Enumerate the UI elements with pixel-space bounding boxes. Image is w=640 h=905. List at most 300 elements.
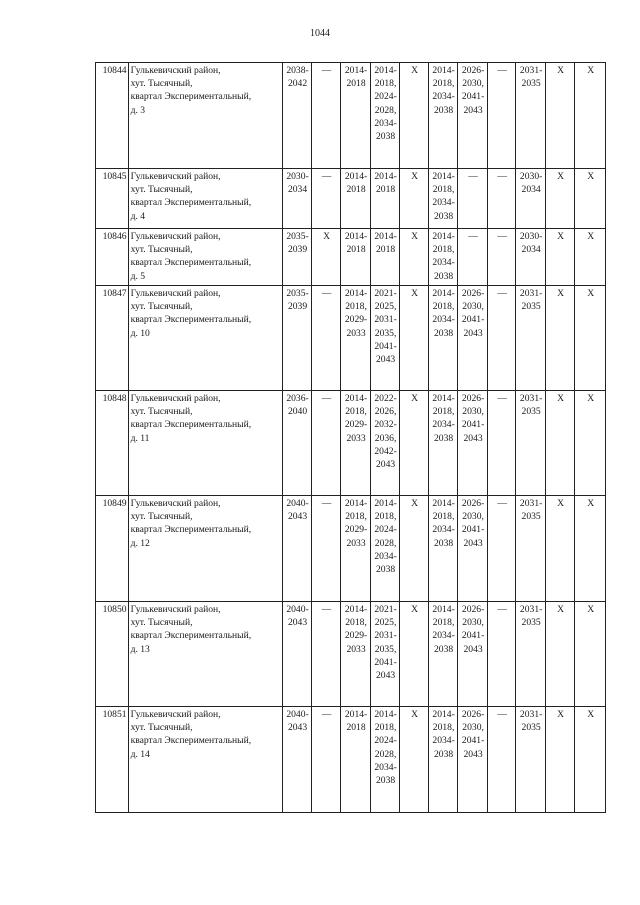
period-cell [428,169,458,229]
period-line: 2014- [344,498,368,509]
period-line: X [411,65,419,76]
period-line: 2038 [433,537,454,549]
period-cell [400,169,429,229]
period-line: — [497,65,507,76]
period-cell [370,391,400,496]
period-line: 2026- [461,288,485,299]
period-cell [487,169,516,229]
period-line: 2043 [463,748,483,760]
period-line: 2036- [286,393,309,404]
period-line: 2043 [463,104,483,116]
address-line: д. 12 [130,537,150,549]
period-line: 2014- [374,231,397,242]
period-line: X [411,393,419,404]
period-line: 2018 [346,184,366,196]
period-line: 2029- [344,630,368,642]
period-line: 2018, [345,406,367,418]
period-line: 2031- [519,393,543,404]
period-line: 2034- [432,419,455,431]
period-line: 2038 [433,748,454,760]
period-line: X [557,498,565,509]
period-line: 2029- [344,524,368,536]
period-cell [516,602,546,707]
period-cell [545,602,575,707]
table-body [96,63,606,813]
period-line: X [411,709,419,720]
period-line: 2014- [432,171,455,182]
period-cell [400,707,429,813]
table-row [96,229,606,286]
period-cell [341,496,371,602]
period-line: 2018, [432,244,455,256]
period-line: X [557,231,565,242]
period-line: 2018 [375,184,396,196]
period-line: 2032- [374,419,397,431]
period-line: 2031- [519,498,543,509]
period-line: 2018 [375,244,396,256]
period-cell [575,169,606,229]
period-line: 2018, [432,511,455,523]
period-line: 2021- [374,604,397,615]
period-line: 2014- [344,393,368,404]
period-line: — [468,171,478,182]
period-line: 2026- [461,498,485,509]
address-cell [128,496,283,602]
period-line: 2043 [463,432,483,444]
period-line: X [323,231,330,242]
address-line: хут. Тысячный, [130,722,193,734]
period-cell [516,496,546,602]
address-cell [128,63,283,169]
period-line: 2038 [375,775,396,787]
period-line: 2042 [287,78,308,90]
period-cell [545,229,575,286]
period-line: — [468,231,478,242]
period-cell [341,391,371,496]
period-cell [428,391,458,496]
period-cell [458,391,488,496]
period-cell [458,63,488,169]
period-cell [341,169,371,229]
period-line: 2014- [432,288,455,299]
period-line: 2035 [521,406,541,418]
address-cell [128,391,283,496]
period-line: 2018, [432,617,455,629]
period-cell [370,496,400,602]
period-cell [487,707,516,813]
period-cell [516,286,546,391]
record-number: 10850 [96,602,129,707]
period-cell [575,286,606,391]
period-line: 2034- [432,314,455,326]
period-line: 2034 [521,184,541,196]
period-line: 2041- [374,656,397,668]
period-cell [311,391,341,496]
period-line: 2038 [433,210,454,222]
period-cell [311,602,341,707]
period-line: 2024- [374,735,397,747]
period-line: — [321,604,332,615]
period-line: 2018, [432,301,455,313]
period-line: — [321,498,332,509]
period-line: 2014- [344,288,368,299]
address-line: хут. Тысячный, [130,184,193,196]
address-line: хут. Тысячный, [130,301,193,313]
period-cell [311,229,341,286]
period-cell [545,169,575,229]
period-cell [341,707,371,813]
period-cell [428,229,458,286]
period-line: 2043 [463,537,483,549]
address-cell [128,169,283,229]
record-number: 10844 [96,63,129,169]
period-line: 2033 [346,327,366,339]
period-cell [400,286,429,391]
period-line: 2018, [432,406,455,418]
period-cell [400,63,429,169]
period-line: X [587,171,595,182]
period-line: — [321,171,332,182]
period-line: 2026- [461,604,485,615]
period-line: 2038 [433,643,454,655]
period-cell [458,496,488,602]
period-line: 2034- [432,91,455,103]
period-line: 2043 [463,643,483,655]
period-line: 2022- [374,393,397,404]
period-line: 2034- [432,257,455,269]
period-line: 2035 [521,78,541,90]
table-row [96,63,606,169]
period-cell [370,169,400,229]
period-line: X [411,231,419,242]
period-line: — [497,604,507,615]
period-cell [487,286,516,391]
period-line: — [497,171,507,182]
period-line: 2041- [461,735,485,747]
period-line: 2034- [432,735,455,747]
period-line: 2014- [432,393,455,404]
period-cell [575,602,606,707]
period-line: 2014- [344,709,368,720]
period-line: 2018, [432,78,455,90]
period-line: 2021- [374,288,397,299]
period-line: 2014- [344,604,368,615]
period-cell [487,391,516,496]
period-line: 2035 [521,301,541,313]
address-line: хут. Тысячный, [130,617,193,629]
period-cell [487,63,516,169]
period-cell [458,286,488,391]
period-cell [516,229,546,286]
period-line: — [321,288,332,299]
period-cell [458,707,488,813]
period-line: 2031- [519,709,543,720]
period-line: 2035- [286,288,309,299]
period-cell [370,286,400,391]
period-cell [370,229,400,286]
period-line: 2026- [461,65,485,76]
period-line: 2018, [345,301,367,313]
period-line: 2014- [344,171,368,182]
period-line: 2034- [374,117,397,129]
period-cell [458,169,488,229]
period-line: 2030- [519,171,543,182]
period-cell [516,169,546,229]
period-line: 2034 [287,184,308,196]
period-line: 2043 [463,327,483,339]
period-line: 2035, [374,643,397,655]
period-line: 2034- [432,524,455,536]
period-line: 2039 [287,244,308,256]
period-line: 2033 [346,643,366,655]
period-line: 2038 [375,131,396,143]
address-line: хут. Тысячный, [130,511,193,523]
period-line: 2040- [286,604,309,615]
period-cell [545,707,575,813]
period-line: 2043 [375,354,396,366]
period-line: 2030, [462,78,484,90]
period-line: 2029- [344,314,368,326]
period-line: 2018 [346,244,366,256]
record-number: 10848 [96,391,129,496]
period-cell [487,602,516,707]
period-line: 2018 [346,722,366,734]
period-line: 2041- [374,340,397,352]
period-cell [283,169,312,229]
period-line: 2014- [344,231,368,242]
period-line: X [557,393,565,404]
address-cell [128,229,283,286]
table-row [96,602,606,707]
period-line: 2018, [432,722,455,734]
address-line: д. 14 [130,748,150,760]
period-line: 2043 [375,670,396,682]
period-cell [487,496,516,602]
period-cell [516,63,546,169]
period-cell [311,707,341,813]
address-line: д. 3 [130,104,146,116]
period-line: 2031- [519,604,543,615]
period-cell [283,707,312,813]
period-cell [458,602,488,707]
address-line: Гулькевичский район, [130,498,221,509]
period-line: 2025, [374,301,397,313]
table-row [96,391,606,496]
period-line: — [497,288,507,299]
period-line: 2026, [374,406,397,418]
period-cell [311,63,341,169]
period-line: 2040 [287,406,308,418]
address-line: хут. Тысячный, [130,78,193,90]
period-line: X [587,604,595,615]
period-line: 2034- [374,761,397,773]
address-line: квартал Экспериментальный, [130,91,252,103]
period-line: X [587,65,595,76]
table-row [96,496,606,602]
address-line: д. 5 [130,270,146,282]
period-line: X [411,171,419,182]
address-line: д. 10 [130,327,150,339]
record-number: 10846 [96,229,129,286]
table-row [96,169,606,229]
period-line: X [411,288,419,299]
period-cell [400,496,429,602]
period-line: 2031- [374,630,397,642]
period-cell [428,707,458,813]
period-line: 2030, [462,406,484,418]
address-line: д. 13 [130,643,150,655]
page-number: 1044 [310,28,330,39]
period-line: 2018, [345,617,367,629]
period-cell [283,391,312,496]
period-line: 2040- [286,498,309,509]
period-line: X [587,288,595,299]
address-line: квартал Экспериментальный, [130,314,252,326]
period-cell [487,229,516,286]
period-line: X [587,393,595,404]
period-line: 2014- [374,709,397,720]
period-line: 2034- [432,630,455,642]
address-cell [128,602,283,707]
address-line: квартал Экспериментальный, [130,735,252,747]
period-cell [341,286,371,391]
period-line: 2038 [433,104,454,116]
period-cell [575,229,606,286]
period-cell [283,496,312,602]
period-cell [283,602,312,707]
period-line: 2030, [462,511,484,523]
address-line: Гулькевичский район, [130,393,221,404]
period-line: 2014- [432,498,455,509]
period-line: 2035- [286,231,309,242]
record-number: 10847 [96,286,129,391]
period-line: — [497,709,507,720]
period-line: 2043 [287,511,308,523]
period-cell [370,707,400,813]
period-line: 2033 [346,537,366,549]
address-line: квартал Экспериментальный, [130,419,252,431]
period-cell [545,496,575,602]
address-line: д. 11 [130,432,150,444]
period-line: 2033 [346,432,366,444]
period-line: X [411,604,419,615]
period-line: 2030, [462,722,484,734]
period-line: 2030, [462,301,484,313]
period-cell [370,602,400,707]
period-line: 2026- [461,393,485,404]
period-cell [575,707,606,813]
period-cell [341,602,371,707]
address-line: Гулькевичский район, [130,65,221,76]
period-cell [283,229,312,286]
period-cell [428,602,458,707]
address-line: квартал Экспериментальный, [130,524,252,536]
period-cell [311,169,341,229]
period-line: 2028, [374,748,397,760]
period-line: X [411,498,419,509]
period-line: 2018, [345,511,367,523]
period-cell [545,63,575,169]
address-cell [128,707,283,813]
period-line: 2018, [432,184,455,196]
period-cell [575,391,606,496]
period-line: 2026- [461,709,485,720]
address-line: Гулькевичский район, [130,171,221,182]
period-cell [458,229,488,286]
period-line: 2030, [462,617,484,629]
period-line: 2042- [374,445,397,457]
period-cell [370,63,400,169]
record-number: 10851 [96,707,129,813]
address-line: Гулькевичский район, [130,604,221,615]
period-line: 2014- [432,65,455,76]
period-cell [516,707,546,813]
period-line: — [321,709,332,720]
period-line: 2014- [374,171,397,182]
period-line: 2030- [286,171,309,182]
period-cell [400,229,429,286]
address-line: квартал Экспериментальный, [130,197,252,209]
period-line: 2035 [521,617,541,629]
period-line: 2025, [374,617,397,629]
period-line: 2014- [432,709,455,720]
period-line: X [557,288,565,299]
period-cell [311,496,341,602]
period-line: X [557,65,565,76]
period-line: 2040- [286,709,309,720]
address-line: Гулькевичский район, [130,709,221,720]
address-line: хут. Тысячный, [130,244,193,256]
period-line: 2035, [374,327,397,339]
period-line: 2041- [461,314,485,326]
period-line: 2034- [432,197,455,209]
period-cell [575,63,606,169]
period-cell [283,63,312,169]
record-number: 10849 [96,496,129,602]
period-line: 2028, [374,104,397,116]
period-cell [428,496,458,602]
period-cell [428,286,458,391]
period-line: 2024- [374,524,397,536]
period-line: 2024- [374,91,397,103]
period-line: 2041- [461,524,485,536]
period-line: 2029- [344,419,368,431]
period-line: 2035 [521,722,541,734]
period-line: 2014- [432,231,455,242]
address-line: Гулькевичский район, [130,231,221,242]
period-line: 2018 [346,78,366,90]
address-line: квартал Экспериментальный, [130,630,252,642]
period-line: 2038 [433,432,454,444]
period-line: 2039 [287,301,308,313]
period-line: 2036, [374,432,397,444]
period-cell [516,391,546,496]
period-cell [400,391,429,496]
period-line: 2043 [287,617,308,629]
period-line: 2030- [519,231,543,242]
period-cell [545,286,575,391]
period-line: 2041- [461,419,485,431]
period-line: — [497,231,507,242]
period-cell [311,286,341,391]
period-line: X [557,709,565,720]
period-line: 2014- [432,604,455,615]
period-line: 2018, [374,722,397,734]
period-line: 2041- [461,630,485,642]
period-line: 2028, [374,537,397,549]
period-line: 2031- [374,314,397,326]
period-line: — [321,393,332,404]
